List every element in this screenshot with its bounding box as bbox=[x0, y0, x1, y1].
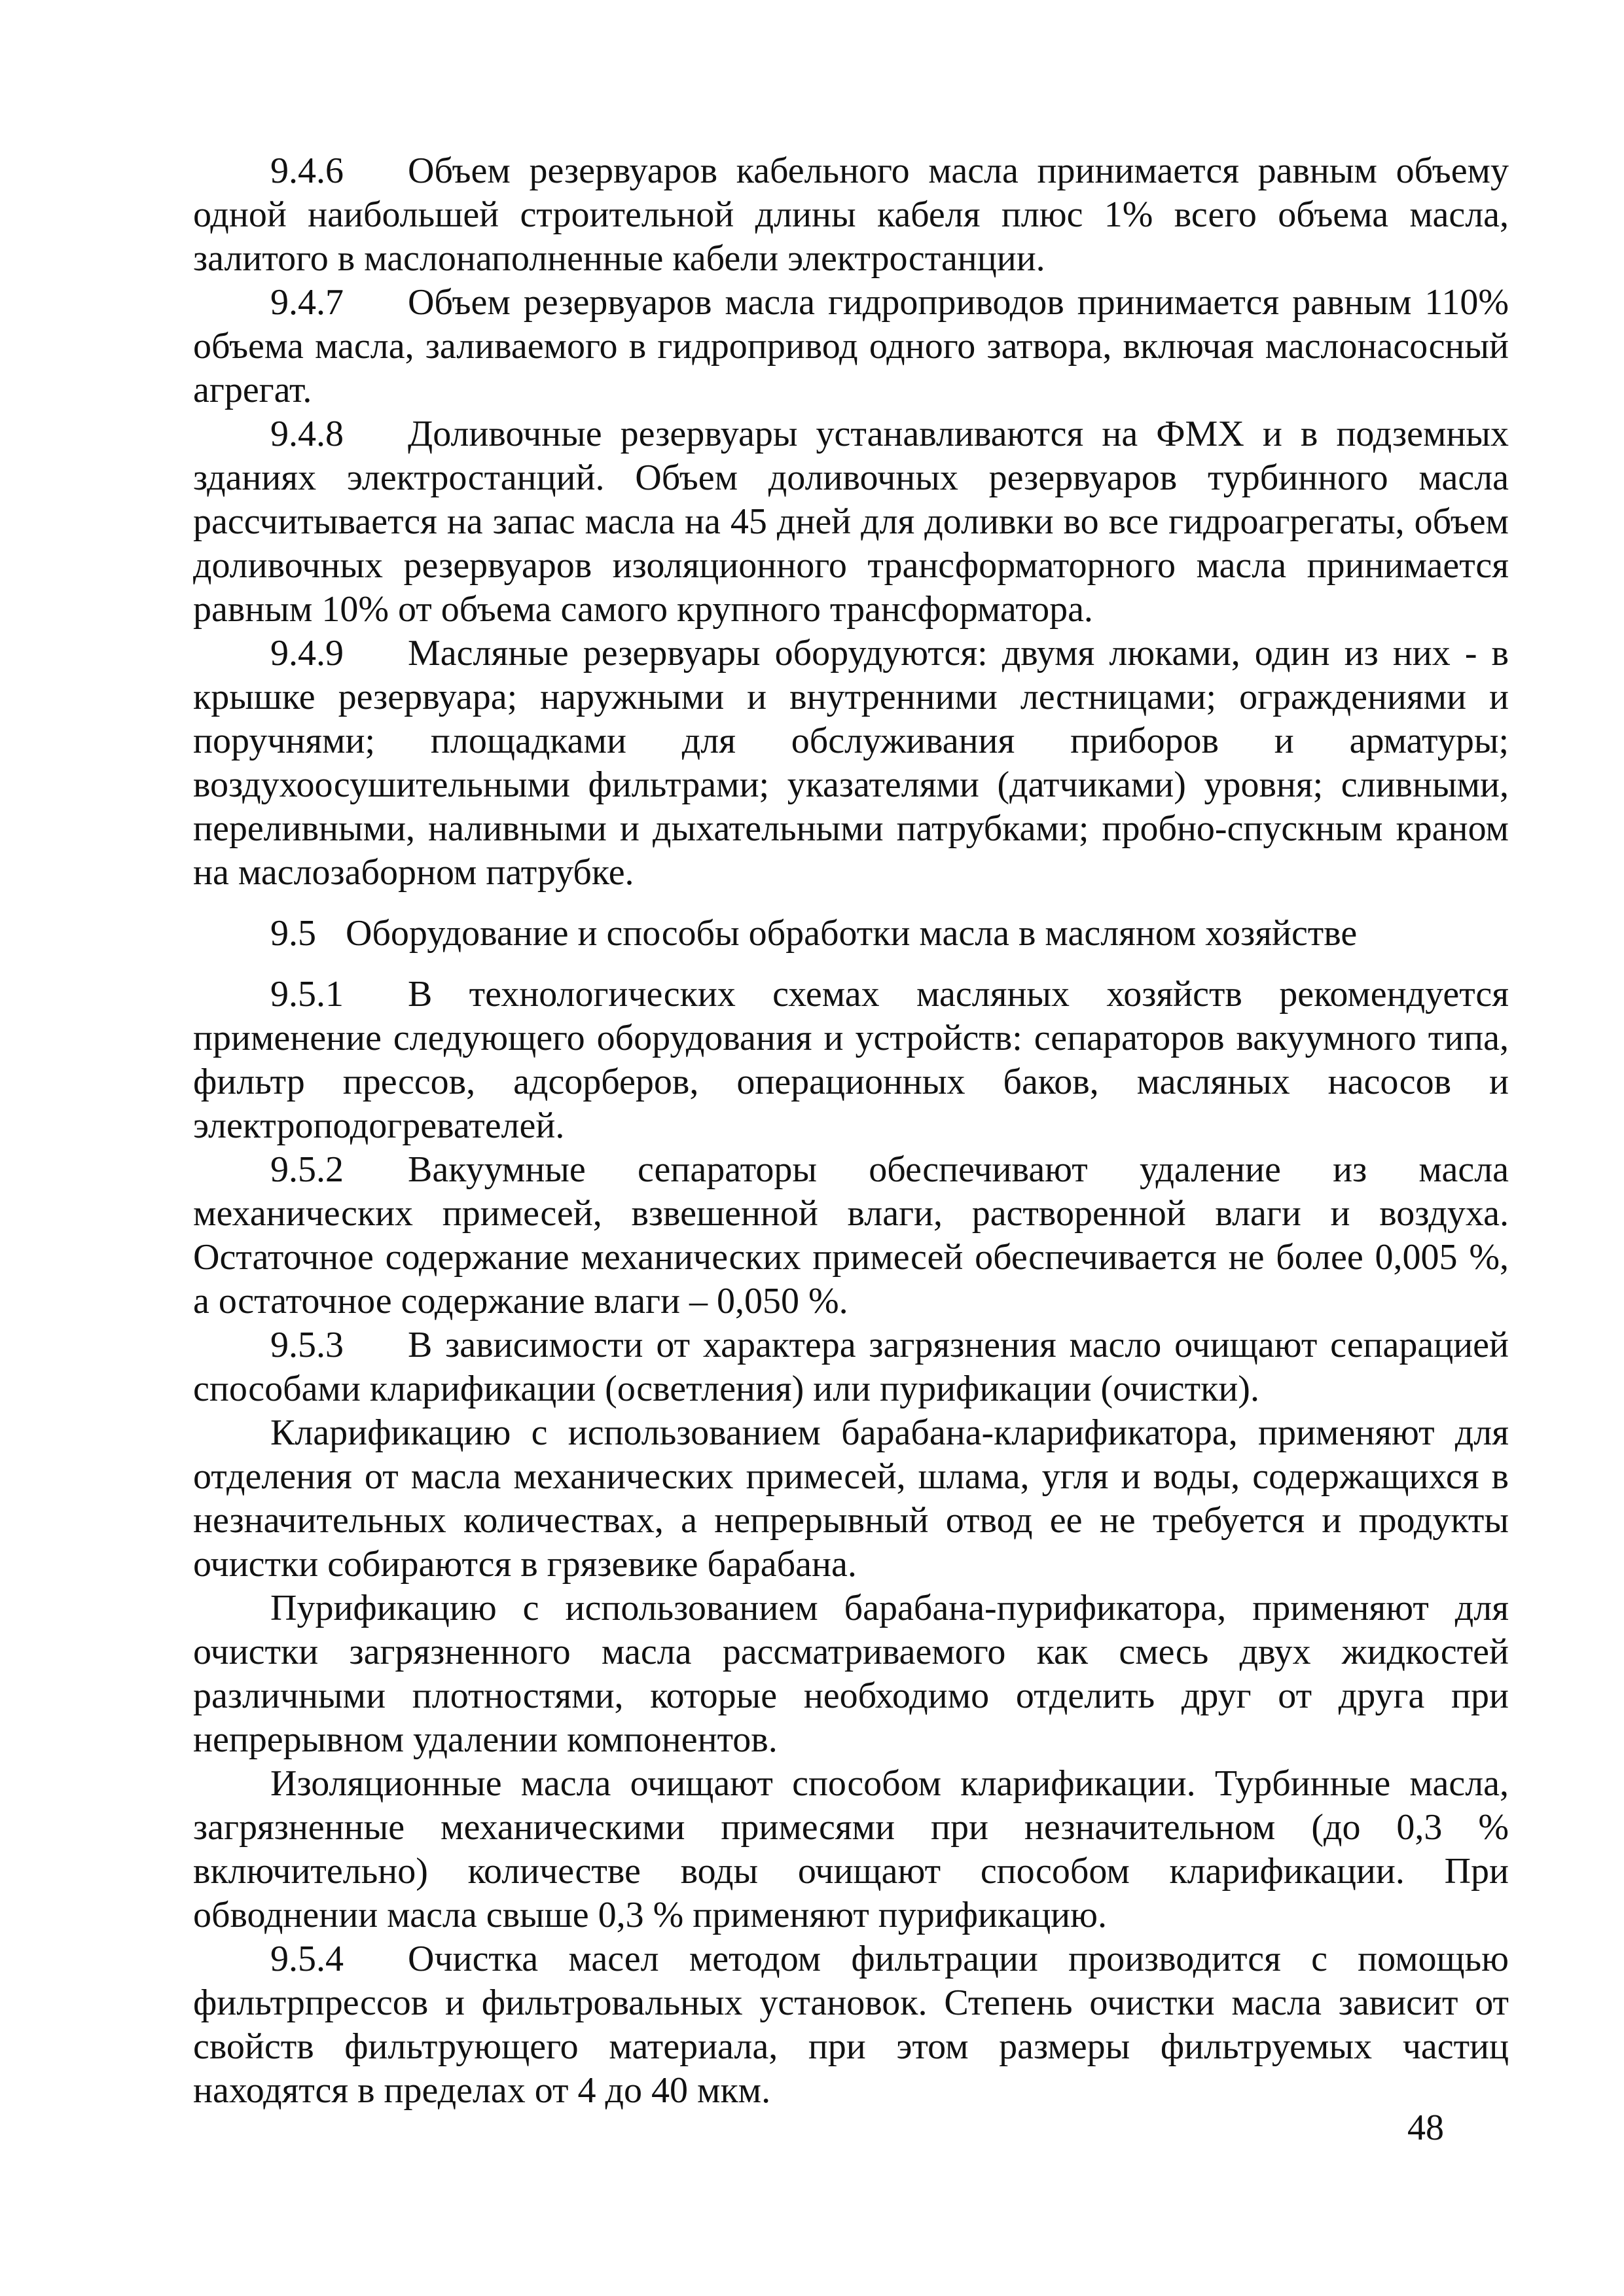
paragraph-text: Объем резервуаров кабельного масла принимается равным объему одной наибольшей строительной длины кабеля плюс 1% всего объема масла, залитого в маслонаполненные кабели электростанции. bbox=[193, 151, 1509, 279]
document-body bbox=[193, 149, 1509, 2113]
paragraph-purification bbox=[193, 1587, 1509, 1762]
clause-number: 9.5.4 bbox=[270, 1939, 344, 1979]
paragraph-text: Объем резервуаров масла гидроприводов принимается равным 110% объема масла, заливаемого в гидропривод одного затвора, включая маслонасосный агрегат. bbox=[193, 282, 1509, 410]
paragraph-9-5-4 bbox=[193, 1937, 1509, 2113]
section-number: 9.5 bbox=[270, 913, 316, 954]
clause-number: 9.5.1 bbox=[270, 974, 344, 1014]
paragraph-text: Очистка масел методом фильтрации производится с помощью фильтрпрессов и фильтровальных установок. Степень очистки масла зависит от свойств фильтрующего материала, при этом размеры фильтруемых частиц находятся в пределах от 4 до 40 мкм. bbox=[193, 1939, 1509, 2111]
clause-number: 9.4.9 bbox=[270, 633, 344, 673]
clause-number: 9.4.6 bbox=[270, 151, 344, 191]
paragraph-text: Масляные резервуары оборудуются: двумя люками, один из них - в крышке резервуара; наружными и внутренними лестницами; ограждениями и поручнями; площадками для обслуживания приборов и арматуры; воздухоосушительными фильтрами; указателями (датчиками) уровня; сливными, переливными, наливными и дыхательными патрубками; пробно-спускным краном на маслозаборном патрубке. bbox=[193, 633, 1509, 893]
paragraph-text: Доливочные резервуары устанавливаются на ФМХ и в подземных зданиях электростанций. Объем доливочных резервуаров турбинного масла рассчитывается на запас масла на 45 дней для доливки во все гидроагрегаты, объем доливочных резервуаров изоляционного трансформаторного масла принимается равным 10% от объема самого крупного трансформатора. bbox=[193, 414, 1509, 630]
paragraph-text: Кларификацию с использованием барабана-кларификатора, применяют для отделения от масла механических примесей, шлама, угля и воды, содержащихся в незначительных количествах, а непрерывный отвод ее не требуется и продукты очистки собираются в грязевике барабана. bbox=[193, 1412, 1509, 1585]
section-title: Оборудование и способы обработки масла в масляном хозяйстве bbox=[346, 913, 1358, 954]
paragraph-text: В технологических схемах масляных хозяйств рекомендуется применение следующего оборудования и устройств: сепараторов вакуумного типа, фильтр прессов, адсорберов, операционных баков, масляных насосов и электроподогревателей. bbox=[193, 974, 1509, 1146]
clause-number: 9.5.2 bbox=[270, 1149, 344, 1190]
clause-number: 9.4.8 bbox=[270, 414, 344, 454]
clause-number: 9.5.3 bbox=[270, 1325, 344, 1365]
page-number: 48 bbox=[1407, 2108, 1444, 2148]
paragraph-9-4-8 bbox=[193, 412, 1509, 632]
paragraph-9-4-7 bbox=[193, 281, 1509, 412]
paragraph-text: Вакуумные сепараторы обеспечивают удаление из масла механических примесей, взвешенной влаги, растворенной влаги и воздуха. Остаточное содержание механических примесей обеспечивается не более 0,005 %, а остаточное содержание влаги – 0,050 %. bbox=[193, 1149, 1509, 1321]
paragraph-9-5-3 bbox=[193, 1323, 1509, 1411]
paragraph-text: В зависимости от характера загрязнения масло очищают сепарацией способами кларификации (осветления) или пурификации (очистки). bbox=[193, 1325, 1509, 1409]
paragraph-9-5-1 bbox=[193, 973, 1509, 1148]
paragraph-9-5-2 bbox=[193, 1148, 1509, 1323]
clause-number: 9.4.7 bbox=[270, 282, 344, 323]
paragraph-9-4-9 bbox=[193, 632, 1509, 895]
paragraph-clarification bbox=[193, 1411, 1509, 1587]
paragraph-9-4-6 bbox=[193, 149, 1509, 281]
paragraph-text: Изоляционные масла очищают способом кларификации. Турбинные масла, загрязненные механическими примесями при незначительном (до 0,3 % включительно) количестве воды очищают способом кларификации. При обводнении масла свыше 0,3 % применяют пурификацию. bbox=[193, 1763, 1509, 1935]
paragraph-insulating-oils bbox=[193, 1762, 1509, 1937]
paragraph-text: Пурификацию с использованием барабана-пурификатора, применяют для очистки загрязненного масла рассматриваемого как смесь двух жидкостей различными плотностями, которые необходимо отделить друг от друга при непрерывном удалении компонентов. bbox=[193, 1588, 1509, 1760]
section-heading-9-5 bbox=[193, 912, 1509, 956]
